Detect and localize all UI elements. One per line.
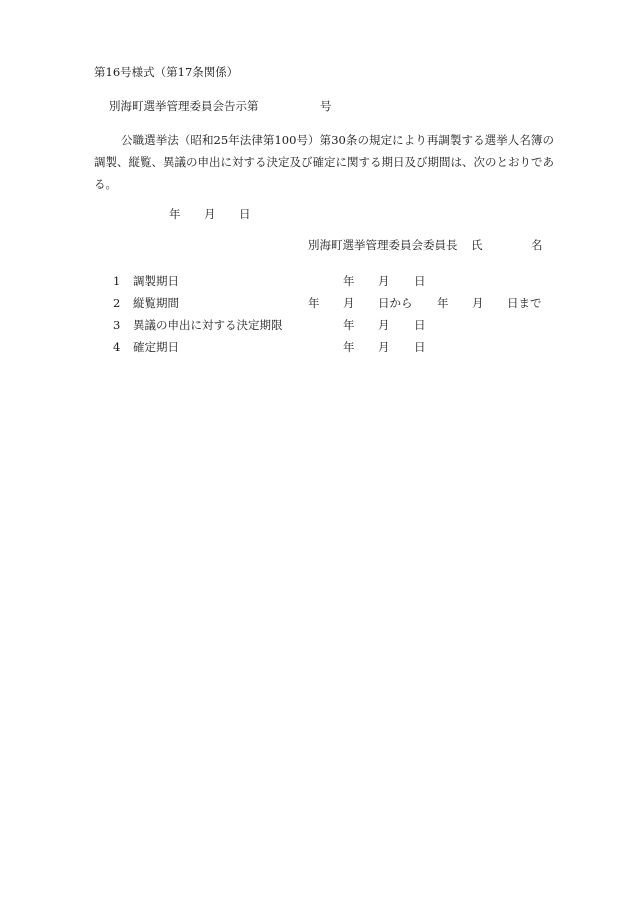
item-number: 2 bbox=[113, 296, 121, 310]
item-start-month: 月 bbox=[343, 296, 355, 310]
item-month: 月 bbox=[378, 274, 390, 288]
notice-number-suffix: 号 bbox=[320, 99, 332, 113]
item-label: 調製期日 bbox=[133, 274, 179, 288]
date-year: 年 bbox=[169, 207, 181, 221]
item-month: 月 bbox=[378, 340, 390, 354]
item-year: 年 bbox=[343, 274, 355, 288]
date-day: 日 bbox=[239, 207, 251, 221]
item-number: 1 bbox=[113, 274, 121, 288]
form-number: 第16号様式（第17条関係） bbox=[94, 65, 239, 79]
item-label: 異議の申出に対する決定期限 bbox=[133, 318, 283, 332]
date-month: 月 bbox=[204, 207, 216, 221]
item-end-day: 日まで bbox=[507, 296, 542, 310]
item-month: 月 bbox=[378, 318, 390, 332]
item-label: 確定期日 bbox=[133, 340, 179, 354]
item-day: 日 bbox=[414, 274, 426, 288]
item-label: 縦覧期間 bbox=[133, 296, 179, 310]
item-number: 4 bbox=[113, 340, 121, 354]
signature-title: 別海町選挙管理委員会委員長 bbox=[308, 238, 458, 252]
body-paragraph: 公職選挙法（昭和25年法律第100号）第30条の規定により再調製する選挙人名簿の調製、縦覧、異議の申出に対する決定及び確定に関する期日及び期間は、次のとおりである。 bbox=[94, 133, 554, 191]
signature-shi: 氏 bbox=[471, 238, 483, 252]
item-day: 日 bbox=[414, 340, 426, 354]
item-number: 3 bbox=[113, 318, 121, 332]
item-end-month: 月 bbox=[472, 296, 484, 310]
item-year: 年 bbox=[343, 318, 355, 332]
item-end-year: 年 bbox=[437, 296, 449, 310]
item-start-year: 年 bbox=[308, 296, 320, 310]
notice-issuer: 別海町選挙管理委員会告示第 bbox=[109, 99, 259, 113]
item-start-day: 日から bbox=[378, 296, 413, 310]
item-day: 日 bbox=[414, 318, 426, 332]
signature-mei: 名 bbox=[531, 238, 543, 252]
item-year: 年 bbox=[343, 340, 355, 354]
